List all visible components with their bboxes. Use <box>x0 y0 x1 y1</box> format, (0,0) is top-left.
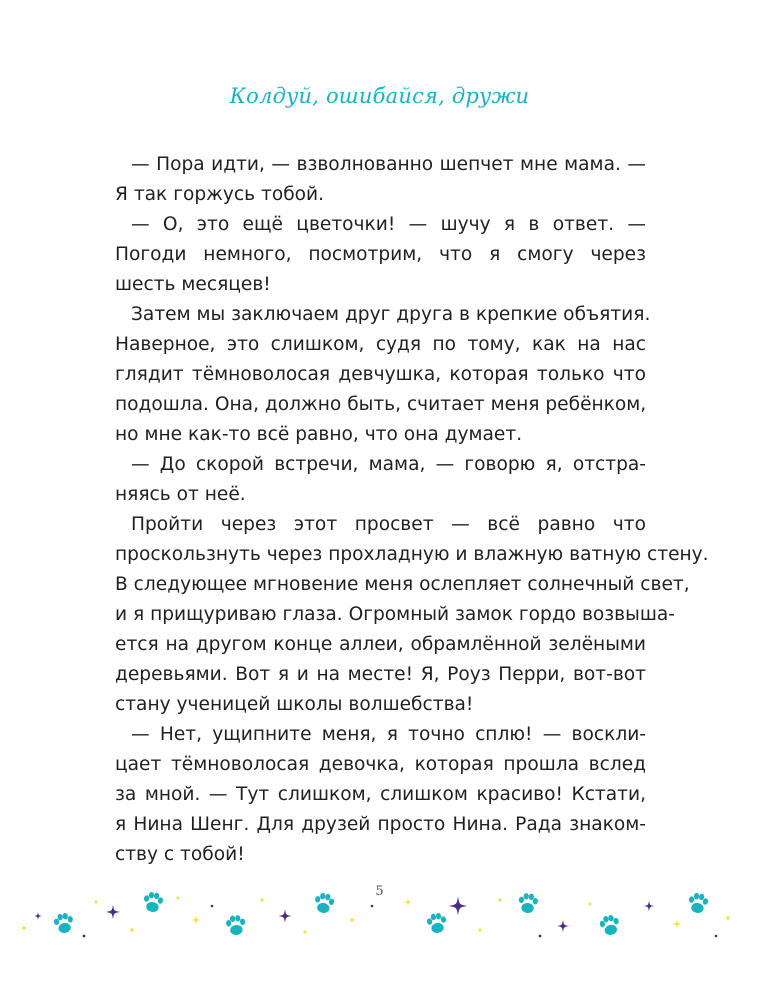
dot-icon <box>726 916 730 920</box>
paw-print-icon <box>598 914 621 937</box>
sparkle-star-icon <box>449 897 468 916</box>
dot-icon <box>211 905 214 908</box>
text-line: но мне как-то всё равно, что она думает. <box>115 424 523 445</box>
paw-print-icon <box>53 912 75 935</box>
dot-icon <box>303 930 306 933</box>
text-line: — О, это ещё цветочки! — шучу я в ответ. — <box>131 214 646 235</box>
text-line: глядит тёмноволосая девчушка, которая только что <box>115 364 646 385</box>
text-line: — Нет, ущипните меня, я точно сплю! — воскли- <box>131 724 646 745</box>
dot-icon <box>371 905 374 908</box>
text-line: Я так горжусь тобой. <box>115 184 325 205</box>
text-line: проскользнуть через прохладную и влажную ватную стену. <box>115 544 709 565</box>
text-line: подошла. Она, должно быть, считает меня ребёнком, <box>115 394 647 415</box>
text-line: и я прищуриваю глаза. Огромный замок гордо возвыша- <box>115 604 675 625</box>
text-line: деревьями. Вот я и на месте! Я, Роуз Перри, вот-вот <box>115 664 646 685</box>
dot-icon <box>94 900 97 903</box>
sparkle-star-icon <box>672 919 682 929</box>
text-line: Погоди немного, посмотрим, что я смогу через <box>115 244 646 265</box>
text-line: Наверное, это слишком, судя по тому, как на нас <box>115 334 646 355</box>
text-line: — Пора идти, — взволнованно шепчет мне мама. — <box>131 154 646 175</box>
dot-icon <box>539 935 542 938</box>
text-line: Пройти через этот просвет — всё равно что <box>131 514 646 535</box>
text-line: я Нина Шенг. Для друзей просто Нина. Рада знаком- <box>115 814 646 835</box>
sparkle-star-icon <box>34 912 42 920</box>
sparkle-star-icon <box>106 905 120 919</box>
dot-icon <box>22 926 26 930</box>
paw-print-icon <box>426 912 448 934</box>
sparkle-star-icon <box>557 920 570 933</box>
body-text <box>115 150 709 870</box>
dot-icon <box>350 918 354 922</box>
running-title: Колдуй, ошибайся, дружи <box>229 84 530 108</box>
text-line: ется на другом конце аллеи, обрамлённой зелёными <box>115 634 646 655</box>
text-line: — До скорой встречи, мама, — говорю я, отстра- <box>131 454 646 475</box>
page-number: 5 <box>375 884 384 899</box>
text-line: шесть месяцев! <box>115 274 271 295</box>
text-line: цает тёмноволосая девочка, которая прошла вслед <box>115 754 646 775</box>
sparkle-star-icon <box>644 901 655 912</box>
text-line: Затем мы заключаем друг друга в крепкие объятия. <box>131 304 651 325</box>
dot-icon <box>478 928 481 931</box>
text-line: няясь от неё. <box>115 484 246 505</box>
text-line: за мной. — Тут слишком, слишком красиво! Кстати, <box>115 784 646 805</box>
paw-print-icon <box>225 914 246 936</box>
sparkle-star-icon <box>278 909 292 923</box>
text-line: стану ученицей школы волшебства! <box>115 694 474 715</box>
dot-icon <box>715 935 718 938</box>
text-line: ству с тобой! <box>115 844 245 865</box>
dot-icon <box>130 928 134 932</box>
text-line: В следующее мгновение меня ослепляет солнечный свет, <box>115 574 690 595</box>
dot-icon <box>83 935 86 938</box>
sparkle-star-icon <box>191 915 201 925</box>
dot-icon <box>589 903 592 906</box>
